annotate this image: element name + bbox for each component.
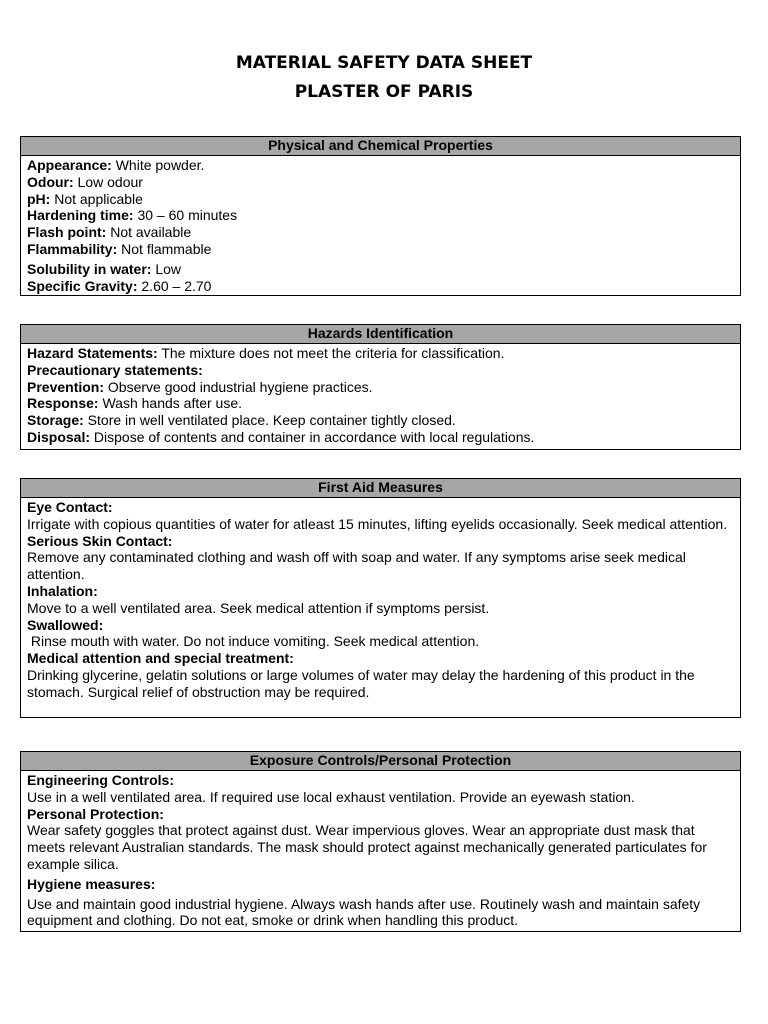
hazard-label: Prevention: [27, 378, 105, 395]
exposure-label: Hygiene measures: [27, 875, 156, 892]
exposure-text: Use in a well ventilated area. If required use local exhaust ventilation. Provide an eyewash station. [27, 788, 635, 805]
property-row [27, 241, 734, 258]
first-aid-label: Eye Contact: [27, 499, 113, 515]
exposure-label: Personal Protection: [27, 805, 164, 822]
document-title: MATERIAL SAFETY DATA SHEET [235, 53, 533, 73]
first-aid-label: Swallowed: [27, 616, 104, 633]
property-row [27, 174, 734, 191]
hazard-value: Wash hands after use. [98, 395, 243, 412]
first-aid-label: Inhalation: [27, 582, 98, 599]
property-label: Hardening time: [27, 207, 134, 224]
section-heading: Hazards Identification [21, 325, 740, 344]
first-aid-text: Irrigate with copious quantities of water for atleast 15 minutes, lifting eyelids occasionally. Seek medical attention. [27, 515, 728, 532]
section-body [21, 498, 740, 703]
section-heading: Physical and Chemical Properties [21, 137, 740, 156]
section-body [21, 771, 740, 931]
section-body [21, 344, 740, 448]
document-subtitle: PLASTER OF PARIS [294, 82, 474, 102]
property-label: Appearance: [27, 157, 112, 173]
property-label: pH: [27, 190, 51, 207]
exposure-label: Engineering Controls: [27, 772, 174, 788]
property-value: White powder. [111, 157, 205, 173]
exposure-controls-section [20, 751, 741, 932]
property-row [27, 224, 734, 241]
property-value: Low odour [73, 173, 143, 190]
property-label: Flammability: [27, 240, 118, 257]
property-row [27, 157, 734, 174]
first-aid-label: Serious Skin Contact: [27, 532, 173, 549]
first-aid-label: Medical attention and special treatment: [27, 650, 294, 667]
exposure-text: Wear safety goggles that protect against dust. Wear impervious gloves. Wear an appropriate dust mask that meets relevant Australian standards. The mask should protect against mechanically generated particulates for example silica. [27, 822, 707, 872]
hazard-label: Storage: [27, 412, 84, 429]
property-label: Solubility in water: [27, 260, 152, 277]
hazard-row [27, 412, 734, 429]
property-row [27, 278, 734, 295]
hazards-section [20, 324, 741, 450]
property-label: Odour: [27, 173, 74, 190]
hazard-label: Response: [27, 395, 99, 412]
property-value: 30 – 60 minutes [133, 207, 238, 224]
section-heading: First Aid Measures [21, 479, 740, 498]
property-label: Specific Gravity: [27, 277, 138, 294]
section-body [21, 156, 740, 296]
first-aid-section [20, 478, 741, 718]
property-row [27, 191, 734, 208]
hazard-value: Dispose of contents and container in accordance with local regulations. [90, 428, 535, 445]
hazard-row [27, 429, 734, 446]
first-aid-text: Move to a well ventilated area. Seek medical attention if symptoms persist. [27, 599, 490, 616]
hazard-row [27, 379, 734, 396]
property-value: Not available [106, 224, 192, 241]
first-aid-text: Drinking glycerine, gelatin solutions or large volumes of water may delay the hardening of this product in the stomach. Surgical relief of obstruction may be required. [27, 666, 695, 700]
first-aid-text: Remove any contaminated clothing and wash off with soap and water. If any symptoms arise seek medical attention. [27, 549, 686, 583]
property-value: 2.60 – 2.70 [137, 277, 212, 294]
property-value: Low [151, 260, 182, 277]
section-heading: Exposure Controls/Personal Protection [21, 752, 740, 771]
property-row [27, 207, 734, 224]
hazard-value: Observe good industrial hygiene practices. [104, 378, 373, 395]
hazard-row [27, 395, 734, 412]
hazard-value: The mixture does not meet the criteria for classification. [157, 345, 505, 361]
physical-properties-section [20, 136, 741, 296]
property-row [27, 261, 734, 278]
hazard-label: Hazard Statements: [27, 345, 158, 361]
hazard-row [27, 345, 734, 362]
property-value: Not applicable [50, 190, 143, 207]
hazard-label: Disposal: [27, 428, 91, 445]
hazard-label: Precautionary statements: [27, 361, 203, 378]
property-value: Not flammable [117, 240, 212, 257]
hazard-row [27, 362, 734, 379]
first-aid-text: Rinse mouth with water. Do not induce vomiting. Seek medical attention. [27, 633, 480, 650]
exposure-text: Use and maintain good industrial hygiene. Always wash hands after use. Routinely wash and maintain safety equipment and clothing. Do not eat, smoke or drink when handling this product. [27, 895, 701, 929]
property-label: Flash point: [27, 224, 107, 241]
hazard-value: Store in well ventilated place. Keep container tightly closed. [83, 412, 456, 429]
